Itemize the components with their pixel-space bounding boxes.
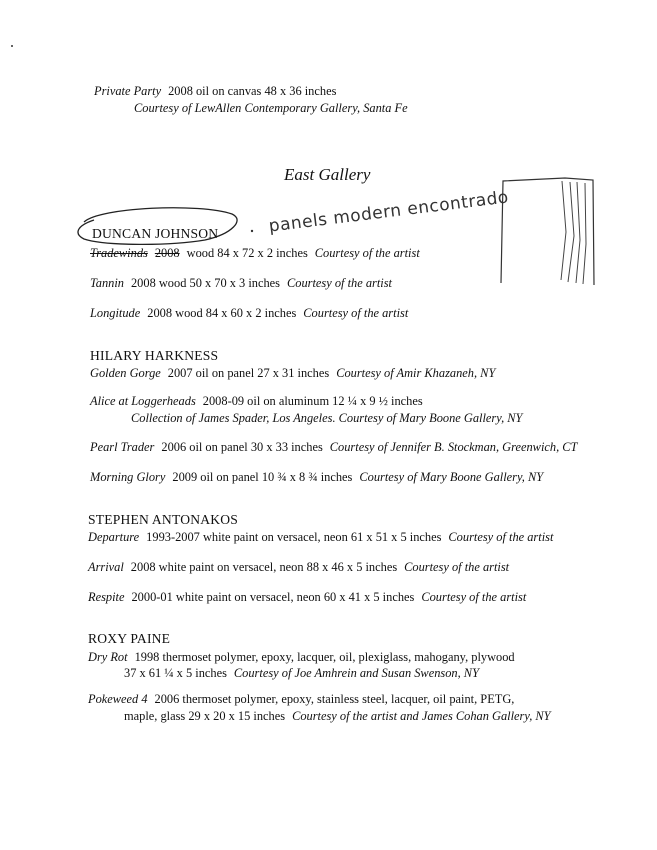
- work-credit: Collection of James Spader, Los Angeles. Courtesy of Mary Boone Gallery, NY: [131, 411, 523, 425]
- work-title: Pearl Trader: [90, 440, 155, 454]
- work-title: Departure: [88, 530, 140, 544]
- preface-line: [94, 84, 336, 99]
- work-details: 2008 oil on canvas 48 x 36 inches: [168, 84, 337, 98]
- work-line: [90, 470, 543, 485]
- work-details: 2008 white paint on versacel, neon 88 x 46 x 5 inches: [130, 560, 398, 574]
- gallery-title: East Gallery: [284, 165, 371, 184]
- work-credit: Courtesy of Joe Amhrein and Susan Swenson, NY: [233, 666, 479, 680]
- work-credit: Courtesy of Mary Boone Gallery, NY: [359, 470, 544, 484]
- work-details: maple, glass 29 x 20 x 15 inches: [124, 709, 286, 723]
- work-details: 1998 thermoset polymer, epoxy, lacquer, oil, plexiglass, mahogany, plywood: [134, 650, 515, 664]
- work-line-continued: [124, 709, 551, 724]
- work-credit: Courtesy of the artist: [303, 306, 409, 320]
- work-line: [88, 530, 553, 545]
- work-line: [90, 276, 392, 291]
- work-credit: Courtesy of the artist: [404, 560, 510, 574]
- work-details: 2000-01 white paint on versacel, neon 60 x 41 x 5 inches: [131, 590, 415, 604]
- work-line: [88, 590, 526, 605]
- stray-dot: [251, 230, 253, 232]
- work-title: Private Party: [94, 84, 162, 98]
- work-line: [90, 306, 408, 321]
- handwritten-annotation: panels modern encontrado: [267, 187, 510, 237]
- work-title: Golden Gorge: [90, 366, 161, 380]
- work-year: 2008: [154, 246, 180, 260]
- work-title: Arrival: [88, 560, 124, 574]
- work-details: 1993-2007 white paint on versacel, neon 61 x 51 x 5 inches: [146, 530, 442, 544]
- work-title: Dry Rot: [88, 650, 128, 664]
- work-credit: Courtesy of the artist and James Cohan Gallery, NY: [292, 709, 551, 723]
- work-line-continued: [124, 666, 479, 681]
- work-line: [90, 440, 577, 455]
- work-line: [90, 246, 420, 261]
- work-title: Respite: [88, 590, 125, 604]
- work-credit: Courtesy of the artist: [448, 530, 554, 544]
- work-title: Tannin: [90, 276, 124, 290]
- work-title: Pokeweed 4: [88, 692, 148, 706]
- work-credit: Courtesy of Jennifer B. Stockman, Greenwich, CT: [329, 440, 578, 454]
- work-title: Morning Glory: [90, 470, 166, 484]
- work-line: [88, 560, 509, 575]
- artist-name: HILARY HARKNESS: [90, 348, 219, 363]
- work-details: 2006 thermoset polymer, epoxy, stainless steel, lacquer, oil paint, PETG,: [154, 692, 515, 706]
- work-line: [90, 366, 495, 381]
- sketch-drape-lines: [561, 181, 586, 284]
- artist-name: ROXY PAINE: [88, 631, 171, 646]
- work-title: Longitude: [90, 306, 141, 320]
- work-credit: Courtesy of the artist: [287, 276, 392, 290]
- sketch-frame-drawing: [501, 178, 594, 285]
- work-details: 2009 oil on panel 10 ¾ x 8 ¾ inches: [172, 470, 353, 484]
- work-details: 2008 wood 50 x 70 x 3 inches: [130, 276, 281, 290]
- work-line: [90, 394, 423, 409]
- work-title: Tradewinds: [90, 246, 148, 260]
- artist-name: DUNCAN JOHNSON: [92, 226, 219, 241]
- work-credit: Courtesy of Amir Khazaneh, NY: [336, 366, 496, 380]
- work-details: 2008-09 oil on aluminum 12 ¼ x 9 ½ inches: [202, 394, 423, 408]
- artist-name: STEPHEN ANTONAKOS: [88, 512, 239, 527]
- work-credit: Courtesy of the artist: [421, 590, 527, 604]
- work-details: 2007 oil on panel 27 x 31 inches: [167, 366, 330, 380]
- work-credit: Courtesy of LewAllen Contemporary Gallery, Santa Fe: [134, 101, 408, 115]
- work-title: Alice at Loggerheads: [90, 394, 196, 408]
- stray-dot: [11, 45, 13, 47]
- work-details: 37 x 61 ¼ x 5 inches: [124, 666, 227, 680]
- work-line: [88, 692, 514, 707]
- work-line: [88, 650, 515, 665]
- work-details: 2008 wood 84 x 60 x 2 inches: [147, 306, 297, 320]
- work-details: wood 84 x 72 x 2 inches: [186, 246, 308, 260]
- work-details: 2006 oil on panel 30 x 33 inches: [161, 440, 323, 454]
- work-credit: Courtesy of the artist: [314, 246, 420, 260]
